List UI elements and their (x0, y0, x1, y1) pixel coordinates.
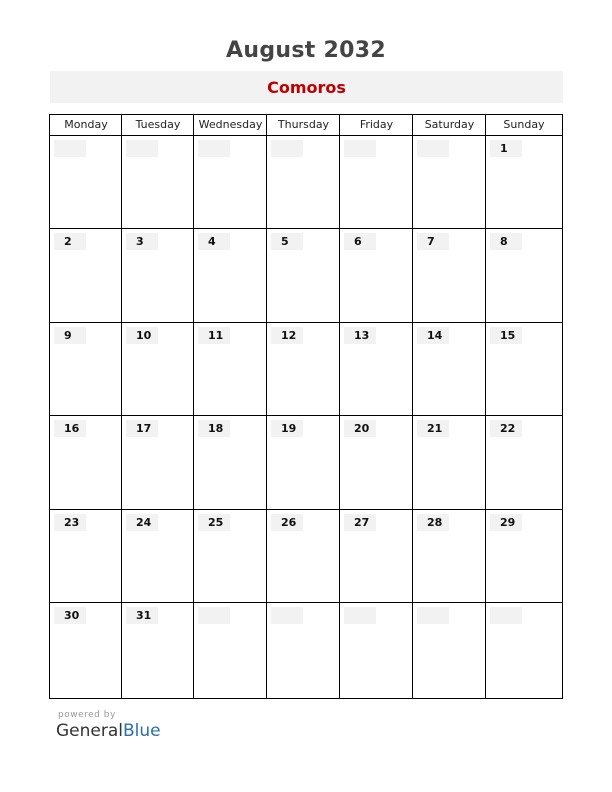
grid-vline (485, 115, 486, 698)
weekday-wednesday: Wednesday (198, 118, 263, 131)
empty-day-cell (194, 136, 267, 229)
day-cell[interactable] (486, 510, 562, 603)
day-number: 12 (271, 327, 303, 344)
day-number: 13 (344, 327, 376, 344)
day-cell[interactable] (486, 136, 562, 229)
day-number: 31 (126, 607, 158, 624)
day-cell[interactable] (267, 323, 340, 416)
day-cell[interactable] (340, 323, 413, 416)
brand-general: General (56, 721, 123, 741)
grid-hline (50, 322, 562, 323)
day-number: 1 (490, 140, 522, 157)
day-number: 3 (126, 233, 158, 250)
day-number: 23 (54, 514, 86, 531)
day-number (490, 607, 522, 624)
grid-vline (266, 115, 267, 698)
weekday-tuesday: Tuesday (135, 118, 181, 131)
day-number: 7 (417, 233, 449, 250)
weekday-sunday: Sunday (503, 118, 545, 131)
day-cell[interactable] (122, 510, 194, 603)
grid-hline (50, 509, 562, 510)
country-name: Comoros (267, 78, 346, 97)
day-cell[interactable] (194, 323, 267, 416)
day-number: 25 (198, 514, 230, 531)
empty-day-cell (194, 603, 267, 698)
day-number (54, 140, 86, 157)
day-number: 16 (54, 420, 86, 437)
day-cell[interactable] (194, 416, 267, 510)
day-cell[interactable] (50, 323, 122, 416)
generalblue-logo[interactable] (56, 721, 161, 741)
day-cell[interactable] (50, 510, 122, 603)
day-number: 21 (417, 420, 449, 437)
grid-hline (50, 228, 562, 229)
day-number: 5 (271, 233, 303, 250)
day-cell[interactable] (267, 510, 340, 603)
day-cell[interactable] (267, 416, 340, 510)
day-cell[interactable] (50, 416, 122, 510)
empty-day-cell (486, 603, 562, 698)
empty-day-cell (122, 136, 194, 229)
day-number: 15 (490, 327, 522, 344)
day-cell[interactable] (122, 323, 194, 416)
day-number (417, 140, 449, 157)
day-cell[interactable] (486, 229, 562, 323)
weekday-saturday: Saturday (424, 118, 475, 131)
day-number: 10 (126, 327, 158, 344)
day-cell[interactable] (413, 323, 486, 416)
day-number: 19 (271, 420, 303, 437)
weekday-thursday: Thursday (277, 118, 330, 131)
brand-blue: Blue (123, 721, 161, 741)
day-cell[interactable] (122, 416, 194, 510)
country-banner (50, 71, 563, 103)
calendar-title: August 2032 (226, 38, 386, 63)
day-number: 14 (417, 327, 449, 344)
empty-day-cell (267, 136, 340, 229)
day-number (344, 140, 376, 157)
empty-day-cell (267, 603, 340, 698)
day-cell[interactable] (413, 510, 486, 603)
day-cell[interactable] (340, 510, 413, 603)
day-number: 17 (126, 420, 158, 437)
day-number (126, 140, 158, 157)
day-number (344, 607, 376, 624)
day-number: 4 (198, 233, 230, 250)
day-cell[interactable] (486, 416, 562, 510)
calendar-grid (49, 114, 563, 699)
grid-vline (339, 115, 340, 698)
day-number: 8 (490, 233, 522, 250)
weekday-monday: Monday (64, 118, 108, 131)
grid-hline (50, 602, 562, 603)
day-number: 24 (126, 514, 158, 531)
day-number: 9 (54, 327, 86, 344)
empty-day-cell (413, 603, 486, 698)
day-cell[interactable] (413, 229, 486, 323)
day-number: 28 (417, 514, 449, 531)
day-cell[interactable] (194, 510, 267, 603)
day-number (417, 607, 449, 624)
day-cell[interactable] (413, 416, 486, 510)
day-cell[interactable] (340, 229, 413, 323)
empty-day-cell (413, 136, 486, 229)
day-cell[interactable] (50, 603, 122, 698)
day-cell[interactable] (340, 416, 413, 510)
day-cell[interactable] (122, 229, 194, 323)
day-cell[interactable] (50, 229, 122, 323)
day-cell[interactable] (122, 603, 194, 698)
day-cell[interactable] (486, 323, 562, 416)
grid-vline (412, 115, 413, 698)
day-number: 30 (54, 607, 86, 624)
day-number: 20 (344, 420, 376, 437)
grid-vline (121, 115, 122, 698)
day-number: 6 (344, 233, 376, 250)
grid-hline (50, 415, 562, 416)
day-number: 22 (490, 420, 522, 437)
day-number: 18 (198, 420, 230, 437)
day-number: 11 (198, 327, 230, 344)
day-cell[interactable] (267, 229, 340, 323)
day-number (271, 607, 303, 624)
day-number (198, 607, 230, 624)
grid-vline (193, 115, 194, 698)
empty-day-cell (340, 136, 413, 229)
day-number: 26 (271, 514, 303, 531)
day-cell[interactable] (194, 229, 267, 323)
day-number (271, 140, 303, 157)
powered-by-text: powered by (58, 710, 116, 720)
day-number: 27 (344, 514, 376, 531)
empty-day-cell (50, 136, 122, 229)
empty-day-cell (340, 603, 413, 698)
day-number: 29 (490, 514, 522, 531)
day-number (198, 140, 230, 157)
day-number: 2 (54, 233, 86, 250)
weekday-friday: Friday (359, 118, 394, 131)
